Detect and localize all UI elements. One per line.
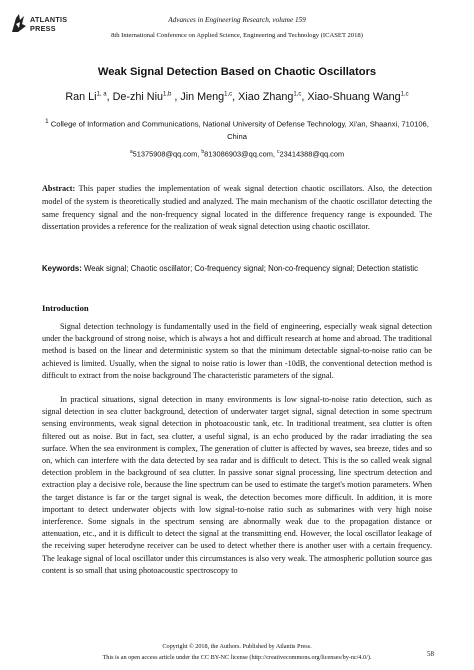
author-name: Xiao Zhang	[238, 91, 294, 103]
logo-line-1: ATLANTIS	[30, 15, 68, 24]
affiliation	[40, 116, 434, 143]
email-address: 23414388@qq.com	[279, 149, 345, 159]
email-address: 813086903@qq.com	[204, 149, 273, 159]
conference-header: 8th International Conference on Applied Science, Engineering and Technology (ICASET 2018)	[111, 32, 363, 39]
body-paragraph-2-block	[42, 394, 432, 577]
author-superscript: 1,c	[400, 91, 409, 98]
author-name: Jin Meng	[180, 91, 225, 103]
abstract	[42, 183, 432, 234]
affiliation-text: College of Information and Communications, National University of Defense Technology, Xi'an, Shaanxi, 710106, China	[50, 119, 429, 141]
footer-copyright: Copyright © 2018, the Authors. Published by Atlantis Press.	[162, 643, 312, 650]
footer-license: This is an open access article under the CC BY-NC license (http://creativecommons.org/licenses/by-nc/4.0/).	[102, 654, 372, 661]
page-number: 58	[427, 650, 434, 658]
author-superscript: 1, a	[96, 91, 107, 98]
author-superscript: 1,c	[224, 91, 233, 98]
keywords	[42, 263, 432, 276]
section-heading: Introduction	[42, 303, 89, 313]
affiliation-superscript: 1	[45, 118, 49, 125]
author-name: Xiao-Shuang Wang	[307, 91, 401, 103]
body-paragraph: Signal detection technology is fundamentally used in the field of engineering, especially weak signal detection under the background of strong noise, which is always a hot and difficult research at home and abroad. The traditional method is based on the linear and deterministic system so that the minimum detectable signal-to-noise ratio can be achieved is limited. Usually, when the signal to noise ratio is lower than -10dB, the conventional detection method is difficult to extract from the noise background The characteristic parameters of the signal.	[42, 322, 432, 380]
email-superscript: b	[201, 149, 205, 155]
keywords-text: Weak signal; Chaotic oscillator; Co-frequency signal; Non-co-frequency signal; Detection statistic	[81, 264, 419, 273]
body-paragraph-1-block	[42, 321, 432, 382]
email-superscript: c	[277, 149, 280, 155]
author-name: Ran Li	[65, 91, 97, 103]
abstract-text: This paper studies the implementation of weak signal detection chaotic oscillators. Also, the detection model of the system is theoretically studied and analyzed. The main mechanism of the chaotic oscillator detecting the same frequency signal and the non-frequency signal located in the difference frequency range is expounded. The dissertation provides a reference for the realization of weak signal detection using chaotic oscillator.	[42, 184, 432, 232]
author-list: Ran Li$^{1, a}$, De-zhi Niu$^{1,b}$ , Jin Meng$^{1,c}$, Xiao Zhang$^{1,c}$, Xiao-Shuang Wang$^{1,c}$	[65, 91, 409, 103]
logo-line-2: PRESS	[30, 24, 56, 33]
author-superscript: 1,c	[293, 91, 302, 98]
email-superscript: a	[129, 149, 133, 155]
journal-header: Advances in Engineering Research, volume 159	[168, 16, 306, 24]
paper-title: Weak Signal Detection Based on Chaotic Oscillators	[97, 66, 377, 78]
email-list: $^a$51375908@qq.com, $^b$813086903@qq.com, $^c$23414388@qq.com	[129, 149, 345, 159]
author-superscript: 1,b	[162, 91, 172, 98]
abstract-label: Abstract:	[42, 184, 76, 193]
keywords-label: Keywords:	[42, 264, 82, 273]
body-paragraph: In practical situations, signal detection in many environments is low signal-to-noise ratio detection, such as signal detection in sea clutter background, detection of underwater target signal, signal detection in some spectrum sensing environments, weak signal detection in photoacoustic tank, etc. In traditional treatment, sea clutter is often filtered out as noise. But in fact, sea clutter, a useful signal, is an echo produced by the radar irradiating the sea surface. When the sea environment is complex, The generation of clutter is affected by waves, sea breeze, tides and so on, which can interfere with the data detected by sea radar and is difficult to detect. This is the so called weak signal detection problem in the background of sea clutter. In passive sonar signal processing, line spectrum detection and extraction play a decisive role, because the line spectrum can be used to estimate the target's motion parameters. When the target distance is far or the target signal is weak, the detection becomes more difficult. In addition, it is more important to detect underwater objects with low signal-to-noise ratio such as submarines with very high noise interference. Some signals in the spectrum sensing are abnormally weak due to the propagation distance or attenuation, etc., and it is difficult to detect the signal at the transmitting end. However, the local oscillator leakage of the receiving super heterodyne receiver can be used to detect whether there is another user with a certain frequency. The leakage signal of local oscillator under this circumstances is also very weak. The atmospheric pollution source gas content is so small that using photoacoustic spectroscopy to	[42, 395, 432, 575]
author-name: De-zhi Niu	[112, 91, 163, 103]
email-address: 51375908@qq.com	[132, 149, 198, 159]
